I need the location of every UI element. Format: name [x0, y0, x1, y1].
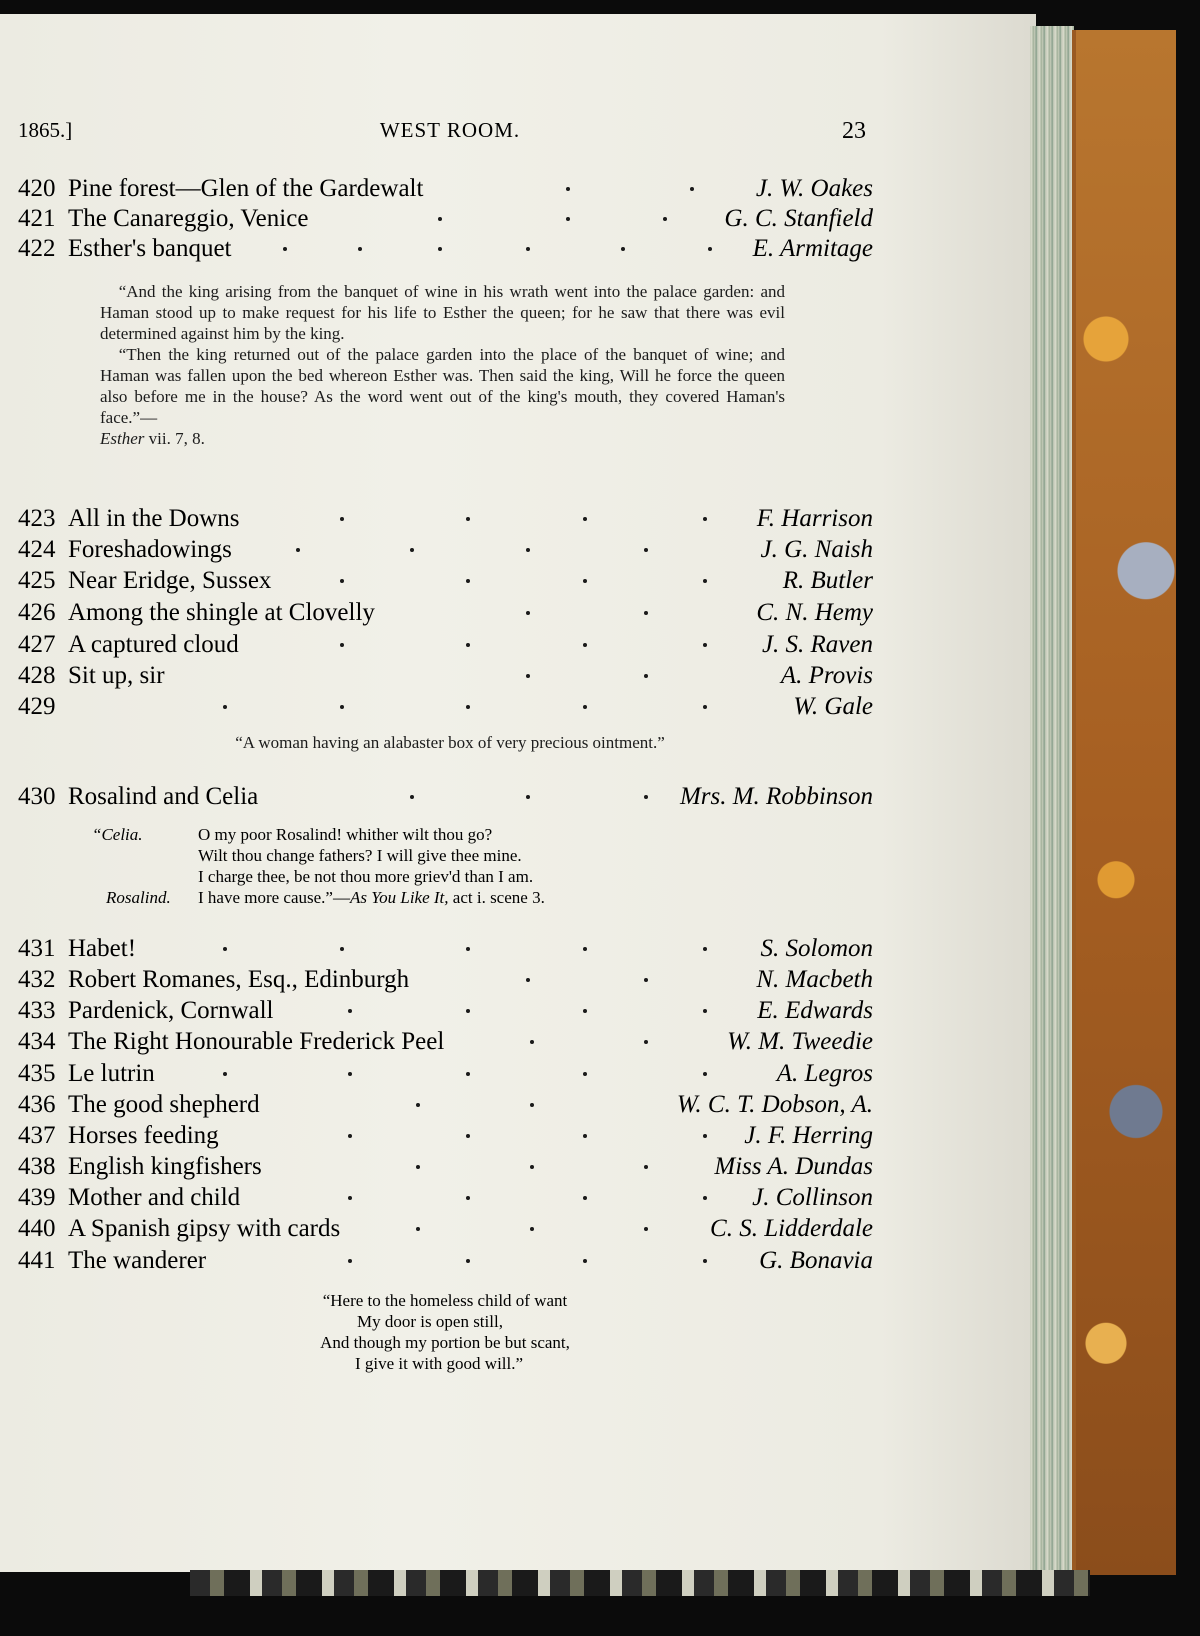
entry-artist: J. F. Herring [744, 1122, 873, 1149]
entry-artist: J. S. Raven [761, 631, 873, 658]
verse-line: “Here to the homeless child of want [322, 1291, 568, 1310]
speaker-label: “Celia. [92, 825, 143, 844]
entry-number: 430 [18, 783, 56, 810]
entry-artist: C. S. Lidderdale [710, 1215, 873, 1242]
entry-artist: N. Macbeth [756, 966, 873, 993]
quote-citation-book: Esther [100, 429, 145, 448]
entry-number: 420 [18, 175, 56, 202]
bottom-binding [190, 1570, 1090, 1596]
entry-number: 423 [18, 505, 56, 532]
quote-429: “A woman having an alabaster box of very precious ointment.” [235, 733, 665, 752]
entry-title: All in the Downs [68, 505, 240, 532]
entry-number: 439 [18, 1184, 56, 1211]
catalogue-entry [18, 234, 873, 264]
entry-title: English kingfishers [68, 1153, 262, 1180]
entry-artist: J. W. Oakes [755, 175, 873, 202]
verse-line: I give it with good will.” [354, 1354, 524, 1373]
entry-artist: S. Solomon [760, 935, 873, 962]
rosalind-verse [0, 824, 900, 914]
play-title: As You Like It, [349, 888, 449, 907]
page-edges [1030, 26, 1074, 1571]
catalogue-entry [18, 1152, 873, 1182]
catalogue-entry [18, 566, 873, 596]
entry-title: Mother and child [68, 1184, 241, 1211]
catalogue-entry [18, 1121, 873, 1151]
verse-line: O my poor Rosalind! whither wilt thou go? [198, 825, 493, 844]
catalogue-entry [18, 1059, 873, 1089]
verse-line: And though my portion be but scant, [320, 1333, 570, 1352]
catalogue-entry [18, 1090, 873, 1120]
entry-title: The Right Honourable Frederick Peel [68, 1028, 445, 1055]
entry-number: 426 [18, 599, 56, 626]
catalogue-entry [18, 630, 873, 660]
entry-artist: E. Edwards [757, 997, 873, 1024]
entry-title: Le lutrin [68, 1060, 155, 1087]
entry-number: 429 [18, 693, 56, 720]
entry-artist: Miss A. Dundas [714, 1153, 873, 1180]
entry-number: 440 [18, 1215, 56, 1242]
entry-artist: J. Collinson [752, 1184, 873, 1211]
catalogue-entry [18, 1214, 873, 1244]
entry-title: Pardenick, Cornwall [68, 997, 274, 1024]
header-year: 1865.] [18, 118, 73, 142]
entry-title: Sit up, sir [68, 662, 165, 689]
entry-title: Foreshadowings [68, 536, 232, 563]
entry-title: Horses feeding [68, 1122, 219, 1149]
entry-number: 425 [18, 567, 56, 594]
verse-line: I charge thee, be not thou more griev'd than I am. [198, 867, 534, 886]
entry-artist: A. Legros [776, 1060, 873, 1087]
entry-title: Pine forest—Glen of the Gardewalt [68, 175, 424, 202]
entry-number: 436 [18, 1091, 56, 1118]
catalogue-entry [18, 996, 873, 1026]
catalogue-entry [18, 1027, 873, 1057]
catalogue-entry [18, 692, 873, 722]
entry-number: 431 [18, 935, 56, 962]
quote-paragraph: “Then the king returned out of the palace garden into the place of the banquet of wine; and Haman was fallen upon the bed whereon Esther was. Then said the king, Will he force the queen also before me in the house? As the word went out of the king's mouth, they covered Haman's face.”— [100, 345, 785, 427]
verse-line: My door is open still, [357, 1312, 503, 1331]
entry-number: 433 [18, 997, 56, 1024]
catalogue-entry [18, 1246, 873, 1276]
entry-artist: Mrs. M. Robbinson [679, 783, 873, 810]
entry-artist: R. Butler [782, 567, 873, 594]
play-reference: act i. scene 3. [448, 888, 545, 907]
quote-paragraph: “And the king arising from the banquet of wine in his wrath went into the palace garden: and Haman stood up to make request for his life to Esther the queen; for he saw that there was evil determined against him by the king. [100, 282, 785, 343]
entry-title: The Canareggio, Venice [68, 205, 309, 232]
entry-number: 437 [18, 1122, 56, 1149]
marbled-cover [1072, 30, 1176, 1575]
entry-number: 421 [18, 205, 56, 232]
entry-artist: W. C. T. Dobson, A. [676, 1091, 873, 1118]
catalogue-entry [18, 934, 873, 964]
entry-number: 438 [18, 1153, 56, 1180]
catalogue-entry [18, 598, 873, 628]
entry-number: 432 [18, 966, 56, 993]
page-number: 23 [842, 118, 866, 144]
entry-title: The wanderer [68, 1247, 207, 1274]
entry-title: The good shepherd [68, 1091, 260, 1118]
catalogue-entry [18, 204, 873, 234]
verse-line: I have more cause.”— [198, 888, 350, 907]
entry-artist: E. Armitage [752, 235, 873, 262]
entry-title: Habet! [68, 935, 137, 962]
catalogue-entry [18, 782, 873, 812]
speaker-label: Rosalind. [106, 888, 171, 907]
esther-quotation [100, 281, 785, 449]
entry-number: 424 [18, 536, 56, 563]
catalogue-entry [18, 174, 873, 204]
catalogue-entry [18, 504, 873, 534]
catalogue-entry [18, 661, 873, 691]
quote-citation-ref: vii. 7, 8. [144, 429, 205, 448]
entry-title: Esther's banquet [68, 235, 232, 262]
catalogue-entry [18, 965, 873, 995]
entry-number: 427 [18, 631, 56, 658]
entry-artist: F. Harrison [756, 505, 873, 532]
entry-title: Among the shingle at Clovelly [68, 599, 375, 626]
entry-number: 435 [18, 1060, 56, 1087]
entry-artist: W. Gale [793, 693, 873, 720]
entry-artist: W. M. Tweedie [727, 1028, 873, 1055]
entry-artist: A. Provis [780, 662, 873, 689]
closing-verse [0, 1290, 900, 1374]
entry-title: Near Eridge, Sussex [68, 567, 272, 594]
entry-number: 422 [18, 235, 56, 262]
catalogue-entry [18, 1183, 873, 1213]
catalogue-entry [18, 535, 873, 565]
header-room: WEST ROOM. [379, 118, 521, 142]
entry-number: 441 [18, 1247, 56, 1274]
entry-number: 434 [18, 1028, 56, 1055]
entry-artist: C. N. Hemy [756, 599, 873, 626]
verse-line: Wilt thou change fathers? I will give thee mine. [198, 846, 522, 865]
entry-number: 428 [18, 662, 56, 689]
entry-artist: G. C. Stanfield [724, 205, 873, 232]
entry-title: Rosalind and Celia [68, 783, 259, 810]
entry-title: Robert Romanes, Esq., Edinburgh [68, 966, 410, 993]
entry-title: A captured cloud [68, 631, 239, 658]
entry-artist: G. Bonavia [759, 1247, 873, 1274]
entry-title: A Spanish gipsy with cards [68, 1215, 341, 1242]
entry-artist: J. G. Naish [760, 536, 873, 563]
